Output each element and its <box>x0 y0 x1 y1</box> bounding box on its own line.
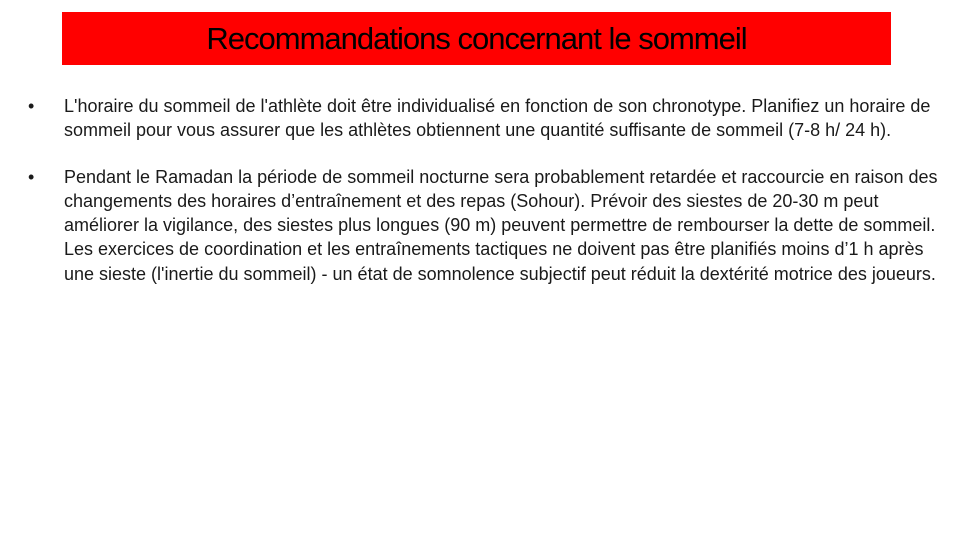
bullet-paragraph: L'horaire du sommeil de l'athlète doit être individualisé en fonction de son chronotype. Planifiez un horaire de sommeil pour vous assurer que les athlètes obtiennent une quantité suffisante de sommeil (7-8 h/ 24 h). <box>64 96 931 141</box>
bullet-paragraph: Les exercices de coordination et les entraînements tactiques ne doivent pas être planifiés moins d’1 h après une sieste (l'inertie du sommeil) - un état de somnolence subjectif peut réduit la dextérité motrice des joueurs. <box>64 239 936 284</box>
bullet-dot: • <box>28 166 35 187</box>
slide-title: Recommandations concernant le sommeil <box>206 20 747 56</box>
bullet-item <box>28 94 938 143</box>
bullet-item <box>28 165 938 286</box>
title-bar <box>62 12 891 65</box>
bullet-paragraph: Pendant le Ramadan la période de sommeil nocturne sera probablement retardée et raccourcie en raison des changements des horaires d’entraînement et des repas (Sohour). Prévoir des siestes de 20-30 m peut améliorer la vigilance, des siestes plus longues (90 m) peuvent permettre de rembourser la dette de sommeil. <box>64 166 938 236</box>
bullet-dot: • <box>28 96 35 116</box>
bullet-list <box>28 94 938 286</box>
